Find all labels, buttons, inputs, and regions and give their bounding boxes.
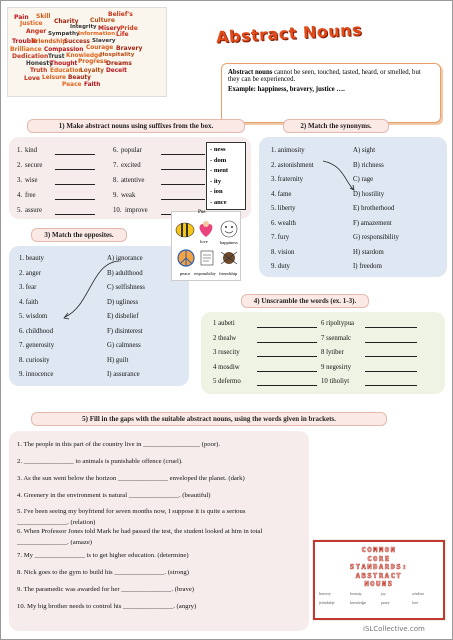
cloud-word: Skill <box>36 13 51 20</box>
picture-label-happiness: happiness <box>220 240 238 245</box>
opposite-match: B) adulthood <box>107 269 143 277</box>
cloud-word: Knowledge <box>66 53 103 59</box>
opposite-match: C) selfishness <box>107 284 145 291</box>
exercise-1-word: free <box>25 192 36 199</box>
exercise-1-item: 10. <box>113 207 122 214</box>
cloud-word: Compassion <box>44 47 84 53</box>
synonym-match: C) rage <box>353 176 374 183</box>
cloud-word: Belief's <box>108 11 133 18</box>
answer-blank <box>55 169 95 170</box>
cloud-word: Progress <box>78 59 107 65</box>
badge-line: CORE <box>367 554 391 563</box>
exercise-1-word: assure <box>25 207 42 214</box>
cloud-word: Brilliance <box>10 46 42 53</box>
synonym-word: 5. liberty <box>271 205 296 212</box>
word-cloud <box>7 7 167 97</box>
cloud-word: Hospitality <box>100 52 135 58</box>
synonym-word: 7. fury <box>271 234 290 241</box>
cloud-word: Trouble <box>12 38 38 45</box>
badge-word: love <box>412 601 419 605</box>
common-core-badge <box>313 540 445 620</box>
cloud-word: Pain <box>14 14 29 21</box>
page-title: Abstract Nouns <box>215 20 363 47</box>
synonym-word: 1. animosity <box>271 147 305 154</box>
scrambled-word: 10 tiholiyt <box>321 378 350 385</box>
synonym-match: D) hostility <box>353 190 385 198</box>
answer-blank <box>257 342 317 343</box>
synonym-word: 4. fame <box>271 190 292 198</box>
synonym-match: B) richness <box>353 161 384 169</box>
cloud-word: Sympathy <box>48 31 80 37</box>
synonym-word: 8. vision <box>271 248 295 256</box>
exercise-1-item: 3. <box>17 177 23 184</box>
scrambled-word: 6 ripoltypua <box>321 320 355 327</box>
opposite-word: 4. faith <box>19 298 39 306</box>
badge-line: NOUNS <box>364 580 394 588</box>
cloud-word: Loyalty <box>80 68 104 74</box>
exercise-1-word: attentive <box>121 177 145 184</box>
suffix-item: - dom <box>210 156 227 164</box>
exercise-4-header: 4) Unscramble the words (ex. 1-3). <box>241 294 369 308</box>
picture-label-peace: peace <box>180 271 191 276</box>
exercise-1-word: kind <box>25 147 38 154</box>
answer-blank <box>55 184 95 185</box>
exercise-1-item: 6. <box>113 147 119 154</box>
synonym-word: 6. wealth <box>271 219 296 227</box>
answer-blank <box>55 214 95 215</box>
scrambled-word: 5 defermo <box>213 378 241 385</box>
opposite-match: F) disinterest <box>107 327 143 335</box>
answer-blank <box>365 371 417 372</box>
synonym-word: 3. fraternity <box>271 176 304 183</box>
exercise-2-header: 2) Match the synonyms. <box>283 119 389 133</box>
cloud-word: Life <box>116 31 129 38</box>
cloud-word: Education <box>50 68 83 74</box>
exercise-1-item: 7. <box>113 162 119 169</box>
cloud-word: Honesty <box>26 61 53 67</box>
gap-sentence: 6. When Professor Jones told Mark he had passed the test, the student looked at him in total <box>17 528 263 535</box>
cloud-word: Justice <box>20 20 43 27</box>
synonym-word: 9. duty <box>271 263 290 270</box>
answer-blank <box>257 371 317 372</box>
cloud-word: Integrity <box>70 24 97 30</box>
definition-term: Abstract nouns <box>228 69 273 76</box>
answer-blank <box>257 327 317 328</box>
opposite-word: 3. fear <box>19 284 37 291</box>
scrambled-word: 8 lytiber <box>321 349 344 356</box>
answer-blank <box>257 356 317 357</box>
cloud-word: Slavery <box>92 38 116 44</box>
cloud-word: Dedication <box>12 53 49 60</box>
gap-sentence: _______________. (relation) <box>17 519 96 526</box>
exercise-1-word: popular <box>121 147 142 154</box>
cloud-word: Bravery <box>116 45 143 52</box>
cloud-word: Friendship <box>32 39 67 45</box>
gap-sentence: 1. The people in this part of the country live in _________________ (poor). <box>17 441 221 448</box>
definition-example: Example: happiness, bravery, justice …. <box>228 85 345 93</box>
opposite-word: 7. generosity <box>19 342 55 349</box>
opposite-match: A) ignorance <box>107 255 143 262</box>
picture-label-friendship: friendship <box>219 271 238 276</box>
scrambled-word: 9 negesirty <box>321 363 352 371</box>
synonym-word: 2. astonishment <box>271 161 314 169</box>
suffix-box <box>206 142 246 210</box>
footer-watermark: iSLCollective.com <box>363 625 425 633</box>
synonym-match: E) brotherhood <box>353 205 395 212</box>
gap-sentence: 9. The paramedic was awarded for her _______________. (brave) <box>17 586 195 593</box>
suffix-item: - ion <box>210 188 223 195</box>
answer-blank <box>55 199 95 200</box>
cloud-word: Faith <box>84 82 101 88</box>
badge-word: joy <box>381 592 386 596</box>
exercise-1-item: 1. <box>17 147 23 154</box>
gap-sentence: 8. Nick goes to the gym to build his _______________. (strong) <box>17 569 190 576</box>
cloud-word: Charity <box>54 18 79 25</box>
suffix-item: - ment <box>210 167 229 174</box>
scrambled-word: 1 aubeti <box>213 320 235 327</box>
opposite-word: 5. wisdom <box>19 313 48 320</box>
opposite-word: 6. childhood <box>19 327 53 335</box>
definition-box <box>221 63 441 123</box>
emotion-pictures <box>171 211 241 281</box>
gap-sentence: _______________. (amaze) <box>17 539 93 546</box>
scrambled-word: 3 rusecity <box>213 349 240 356</box>
answer-blank <box>257 385 317 386</box>
exercise-1-item: 9. <box>113 192 119 199</box>
badge-word: friendship <box>319 601 335 605</box>
badge-word: wisdom <box>412 592 424 596</box>
exercise-1-item: 2. <box>17 162 23 169</box>
suffix-item: - ness <box>210 146 226 153</box>
opposite-match: I) assurance <box>107 371 140 378</box>
opposite-word: 9. innocence <box>19 371 54 378</box>
cloud-word: Truth <box>30 68 48 74</box>
scrambled-word: 2 thealw <box>213 334 237 342</box>
picture-label-responsibility: responsibility <box>194 271 216 276</box>
heart-face-icon <box>196 220 216 240</box>
exercise-1-word: wise <box>25 177 38 184</box>
synonym-match: F) amazement <box>353 219 392 227</box>
badge-line: ABSTRACT <box>355 571 403 580</box>
cloud-word: Leisure <box>42 75 66 81</box>
friendship-icon <box>218 248 240 268</box>
gap-sentence: 2. _______________ to animals is punishable offence (cruel). <box>17 458 183 465</box>
scrambled-word: 4 mosdiw <box>213 363 240 371</box>
answer-blank <box>161 169 205 170</box>
badge-line: STANDARDS: <box>349 563 409 571</box>
exercise-1-item: 5. <box>17 207 23 214</box>
answer-blank <box>161 199 205 200</box>
cloud-word: Peace <box>62 82 82 88</box>
responsibility-icon <box>198 248 216 268</box>
bee-love-icon <box>174 218 196 240</box>
cloud-word: Pride <box>120 25 138 32</box>
cloud-word: Information <box>78 31 116 37</box>
answer-blank <box>161 184 205 185</box>
badge-word: peace <box>381 601 390 605</box>
cloud-word: Success <box>64 39 91 45</box>
cloud-word: Courage <box>86 45 114 51</box>
pictures-top-label: Pos <box>198 210 206 215</box>
cloud-word: Dreams <box>106 60 132 67</box>
opposite-match: H) guilt <box>107 356 129 364</box>
suffix-item: - ance <box>210 198 227 206</box>
exercise-1-word: improve <box>125 207 148 214</box>
badge-word: bravery <box>319 592 331 596</box>
exercise-1-header: 1) Make abstract nouns using suffixes from the box. <box>27 119 245 133</box>
gap-sentence: 5. I've been seeing my boyfriend for seven months now, I suppose it is quite a serious <box>17 508 246 515</box>
exercise-3-header: 3) Match the opposites. <box>31 228 127 242</box>
exercise-2-example-arrow <box>321 159 361 199</box>
cloud-word: Anger <box>26 28 47 35</box>
opposite-word: 2. anger <box>19 269 41 277</box>
opposite-word: 8. curiosity <box>19 356 50 364</box>
badge-word: knowledge <box>350 601 367 605</box>
happiness-icon <box>218 218 240 240</box>
opposite-match: E) disbelief <box>107 313 139 320</box>
cloud-word: Deceit <box>106 68 127 74</box>
gap-sentence: 10. My big brother needs to control his _______________. (angry) <box>17 603 197 610</box>
answer-blank <box>55 154 95 155</box>
exercise-1-word: weak <box>121 192 136 199</box>
peace-icon <box>176 248 196 268</box>
picture-label-love: love <box>200 239 208 244</box>
answer-blank <box>365 342 417 343</box>
exercise-3-example-arrow <box>61 255 121 325</box>
exercise-1-word: secure <box>25 162 43 169</box>
exercise-1-word: excited <box>121 162 141 169</box>
badge-line: COMMON <box>361 546 397 554</box>
cloud-word: Culture <box>90 17 115 24</box>
gap-sentence: 4. Greenery in the environment is natural _______________. (beautiful) <box>17 492 211 499</box>
answer-blank <box>161 154 205 155</box>
cloud-word: Trust <box>48 54 65 60</box>
exercise-1-item: 8. <box>113 177 119 184</box>
synonym-match: G) responsibility <box>353 234 399 241</box>
answer-blank <box>365 327 417 328</box>
cloud-word: Thought <box>50 61 78 67</box>
exercise-1-item: 4. <box>17 192 23 199</box>
suffix-item: - ity <box>210 177 222 185</box>
opposite-match: D) ugliness <box>107 298 139 306</box>
gap-sentence: 7. My _______________ is to get higher education. (determine) <box>17 552 189 559</box>
definition-text: cannot be seen, touched, tasted, heard, or smelled, but they can be experienced. <box>228 69 421 84</box>
answer-blank <box>365 356 417 357</box>
badge-word: honesty <box>350 592 362 596</box>
scrambled-word: 7 ssenmalc <box>321 334 352 342</box>
cloud-word: Beauty <box>68 75 91 81</box>
opposite-match: G) calmness <box>107 342 141 349</box>
cloud-word: Love <box>24 75 40 82</box>
synonym-match: I) freedom <box>353 263 382 270</box>
opposite-word: 1. beauty <box>19 255 44 262</box>
synonym-match: H) stardom <box>353 248 384 256</box>
gap-sentence: 3. As the sun went below the horizon _______________ enveloped the planet. (dark) <box>17 475 245 482</box>
cloud-word: Misery <box>98 25 121 32</box>
exercise-5-header: 5) Fill in the gaps with the suitable abstract nouns, using the words given in brackets. <box>31 412 387 426</box>
answer-blank <box>365 385 417 386</box>
synonym-match: A) sight <box>353 147 376 154</box>
